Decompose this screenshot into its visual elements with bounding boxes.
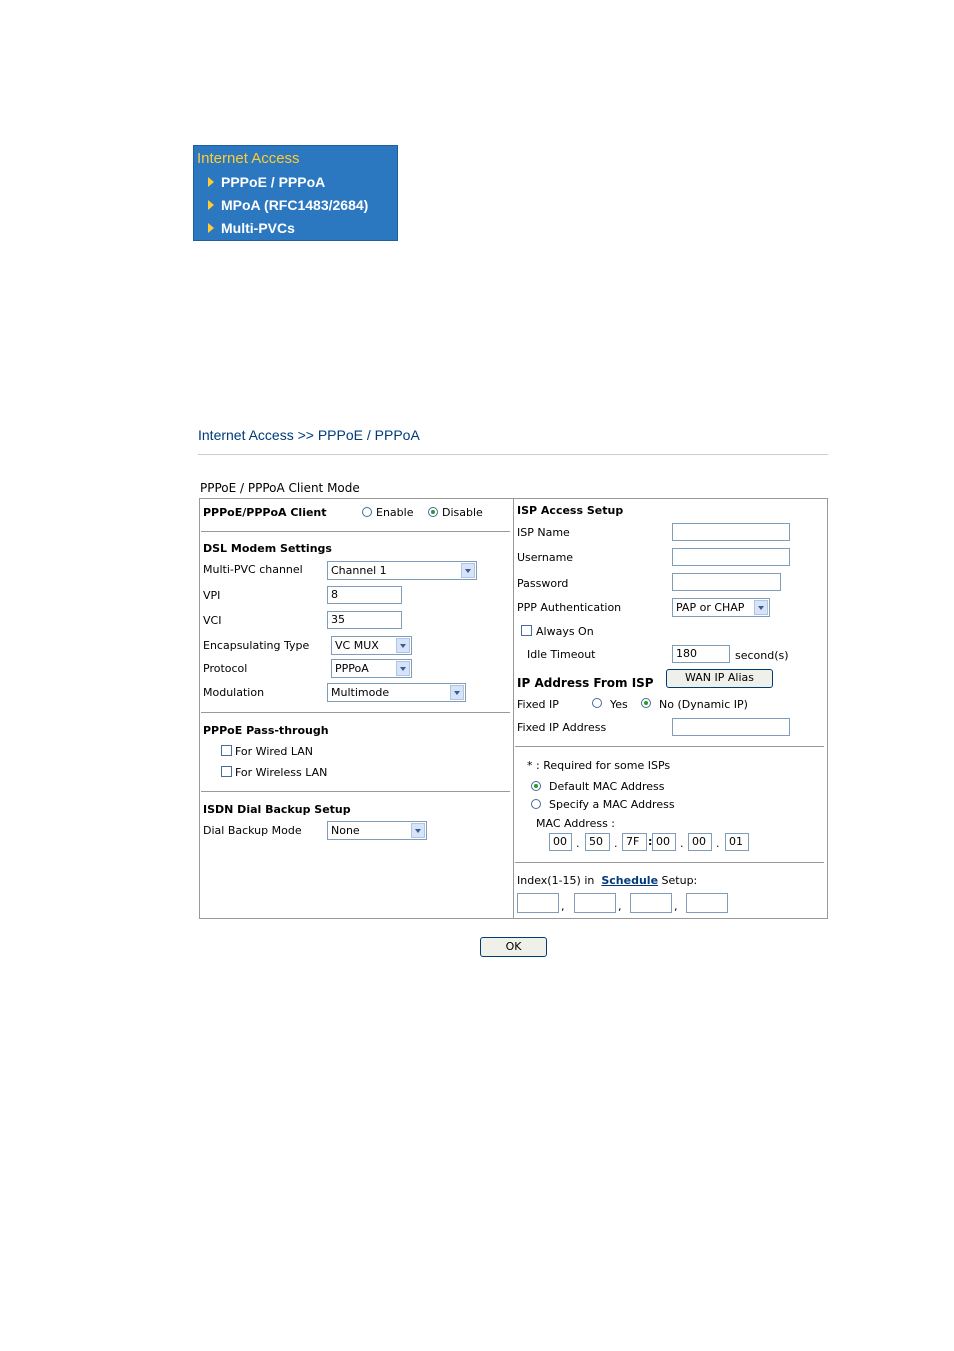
disable-radio[interactable]: [428, 507, 438, 517]
mac-octet-1[interactable]: 00: [549, 833, 572, 851]
chevron-down-icon: [396, 638, 410, 653]
menu-title: Internet Access: [197, 150, 300, 167]
vpi-label: VPI: [203, 589, 221, 602]
wireless-lan-label: For Wireless LAN: [235, 766, 328, 779]
idle-timeout-label: Idle Timeout: [527, 648, 596, 661]
password-label: Password: [517, 577, 569, 590]
mac-separator: .: [716, 837, 720, 850]
chevron-down-icon: [754, 600, 768, 615]
arrow-right-icon: [208, 200, 214, 210]
wired-lan-checkbox[interactable]: [221, 745, 232, 756]
fixed-ip-no-label: No (Dynamic IP): [659, 698, 748, 711]
wireless-lan-checkbox[interactable]: [221, 766, 232, 777]
dial-backup-label: Dial Backup Mode: [203, 824, 302, 837]
divider: [515, 862, 824, 863]
arrow-right-icon: [208, 177, 214, 187]
protocol-select[interactable]: PPPoA: [331, 659, 412, 678]
always-on-label: Always On: [536, 625, 594, 638]
arrow-right-icon: [208, 223, 214, 233]
auth-label: PPP Authentication: [517, 601, 622, 614]
username-input[interactable]: [672, 548, 790, 566]
vci-label: VCI: [203, 614, 222, 627]
protocol-label: Protocol: [203, 662, 248, 675]
fixed-ip-yes-radio[interactable]: [592, 698, 602, 708]
divider: [201, 531, 510, 532]
required-note: * : Required for some ISPs: [527, 759, 671, 772]
default-mac-label: Default MAC Address: [549, 780, 665, 793]
ip-heading: IP Address From ISP: [517, 676, 654, 690]
isp-heading: ISP Access Setup: [517, 504, 624, 517]
vpi-input[interactable]: 8: [327, 586, 402, 604]
idle-timeout-input[interactable]: 180: [672, 645, 730, 663]
ok-button[interactable]: OK: [480, 937, 547, 957]
modulation-label: Modulation: [203, 686, 265, 699]
schedule-index-2[interactable]: [574, 893, 616, 913]
multipvc-select[interactable]: Channel 1: [327, 561, 477, 580]
default-mac-radio[interactable]: [531, 781, 541, 791]
enable-radio[interactable]: [362, 507, 372, 517]
isp-name-label: ISP Name: [517, 526, 570, 539]
mac-octet-5[interactable]: 00: [688, 833, 712, 851]
mac-octet-4[interactable]: 00: [652, 833, 676, 851]
chevron-down-icon: [461, 563, 475, 578]
mac-separator: .: [576, 837, 580, 850]
isp-name-input[interactable]: [672, 523, 790, 541]
mac-octet-2[interactable]: 50: [585, 833, 610, 851]
enable-label: Enable: [376, 506, 414, 519]
always-on-checkbox[interactable]: [521, 625, 532, 636]
schedule-index-4[interactable]: [686, 893, 728, 913]
isdn-heading: ISDN Dial Backup Setup: [203, 803, 351, 816]
column-divider: [513, 498, 514, 919]
mac-octet-3[interactable]: 7F: [622, 833, 647, 851]
wired-lan-label: For Wired LAN: [235, 745, 314, 758]
divider: [201, 791, 510, 792]
passthrough-heading: PPPoE Pass-through: [203, 724, 329, 737]
multipvc-label: Multi-PVC channel: [203, 563, 303, 576]
modulation-select[interactable]: Multimode: [327, 683, 466, 702]
fixed-ip-label: Fixed IP: [517, 698, 559, 711]
internet-access-menu: [193, 145, 398, 241]
chevron-down-icon: [396, 661, 410, 676]
comma-separator: ,: [674, 900, 678, 913]
schedule-link[interactable]: Schedule: [601, 874, 659, 887]
comma-separator: ,: [561, 900, 565, 913]
schedule-index-text: Index(1-15) in Schedule Setup:: [517, 874, 698, 887]
mac-address-label: MAC Address :: [536, 817, 616, 830]
chevron-down-icon: [450, 685, 464, 700]
fixed-ip-address-input[interactable]: [672, 718, 790, 736]
vci-input[interactable]: 35: [327, 611, 402, 629]
mac-separator: :: [648, 835, 653, 848]
title-divider: [198, 454, 828, 455]
specify-mac-label: Specify a MAC Address: [549, 798, 675, 811]
username-label: Username: [517, 551, 574, 564]
menu-item-mpoa[interactable]: MPoA (RFC1483/2684): [208, 197, 368, 213]
dsl-heading: DSL Modem Settings: [203, 542, 332, 555]
menu-item-multi-pvcs[interactable]: Multi-PVCs: [208, 220, 295, 236]
schedule-index-1[interactable]: [517, 893, 559, 913]
dial-backup-select[interactable]: None: [327, 821, 427, 840]
mac-separator: .: [680, 837, 684, 850]
specify-mac-radio[interactable]: [531, 799, 541, 809]
panel-caption: PPPoE / PPPoA Client Mode: [200, 481, 360, 495]
mac-separator: .: [614, 837, 618, 850]
schedule-index-3[interactable]: [630, 893, 672, 913]
menu-item-pppoe-pppoa[interactable]: PPPoE / PPPoA: [208, 174, 325, 190]
divider: [515, 746, 824, 747]
password-input[interactable]: [672, 573, 781, 591]
fixed-ip-address-label: Fixed IP Address: [517, 721, 607, 734]
page-title: Internet Access >> PPPoE / PPPoA: [198, 427, 420, 443]
mac-octet-6[interactable]: 01: [725, 833, 749, 851]
auth-select[interactable]: PAP or CHAP: [672, 598, 770, 617]
encap-label: Encapsulating Type: [203, 639, 310, 652]
chevron-down-icon: [411, 823, 425, 838]
fixed-ip-yes-label: Yes: [610, 698, 628, 711]
idle-timeout-unit: second(s): [735, 649, 789, 662]
fixed-ip-no-radio[interactable]: [641, 698, 651, 708]
disable-label: Disable: [442, 506, 483, 519]
encap-select[interactable]: VC MUX: [331, 636, 412, 655]
comma-separator: ,: [618, 900, 622, 913]
client-label: PPPoE/PPPoA Client: [203, 506, 327, 519]
wan-ip-alias-button[interactable]: WAN IP Alias: [666, 669, 773, 688]
divider: [201, 712, 510, 713]
